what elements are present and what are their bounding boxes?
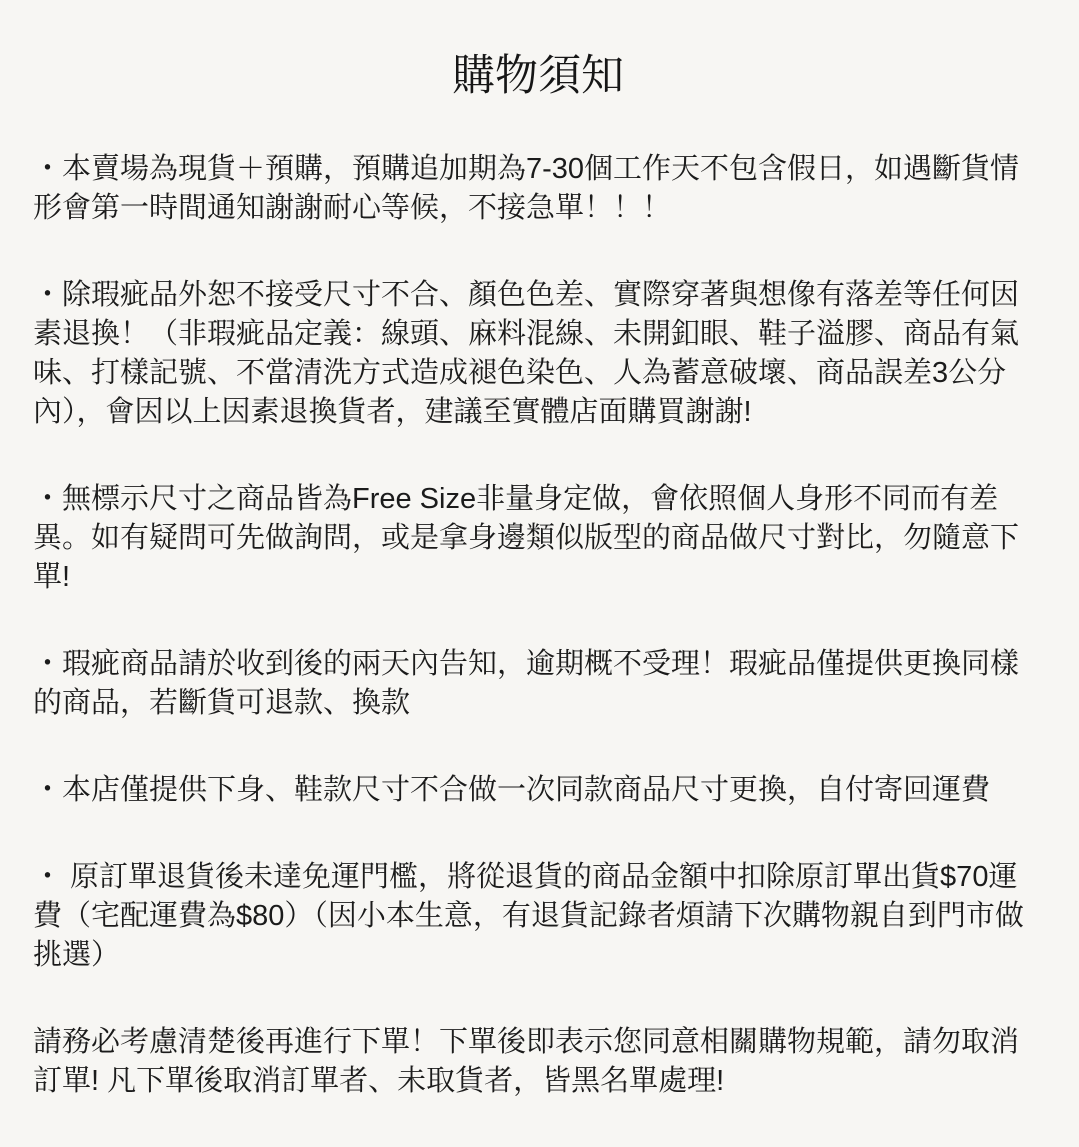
notice-paragraph-return-policy: ・除瑕疵品外恕不接受尺寸不合、顏色色差、實際穿著與想像有落差等任何因素退換！（非瑕疵品定義：線頭、麻料混線、未開釦眼、鞋子溢膠、商品有氣味、打樣記號、不當清洗方式造成褪色染色、人為蓄意破壞、商品誤差3公分內），會因以上因素退換貨者，建議至實體店面購買謝謝! <box>33 278 1020 428</box>
notice-paragraph-shipping-fee: ・ 原訂單退貨後未達免運門檻，將從退貨的商品金額中扣除原訂單出貨$70運費（宅配運費為$80）（因小本生意，有退貨記錄者煩請下次購物親自到門市做挑選） <box>33 860 1024 971</box>
notice-paragraph-size-exchange: ・本店僅提供下身、鞋款尺寸不合做一次同款商品尺寸更換，自付寄回運費 <box>33 773 991 806</box>
notice-paragraph-final-warning: 請務必考慮清楚後再進行下單！下單後即表示您同意相關購物規範，請勿取消訂單! 凡下單後取消訂單者、未取貨者，皆黑名單處理! <box>33 1025 1020 1097</box>
notice-paragraph-defect-report: ・瑕疵商品請於收到後的兩天內告知，逾期概不受理！瑕疵品僅提供更換同樣的商品，若斷貨可退款、換款 <box>33 647 1020 719</box>
page-title: 購物須知 <box>452 52 624 100</box>
notice-paragraph-free-size: ・無標示尺寸之商品皆為Free Size非量身定做，會依照個人身形不同而有差異。如有疑問可先做詢問，或是拿身邊類似版型的商品做尺寸對比，勿隨意下單! <box>33 482 1020 593</box>
notice-paragraph-presale: ・本賣場為現貨＋預購，預購追加期為7-30個工作天不包含假日，如遇斷貨情形會第一時間通知謝謝耐心等候，不接急單！！！ <box>33 152 1020 224</box>
